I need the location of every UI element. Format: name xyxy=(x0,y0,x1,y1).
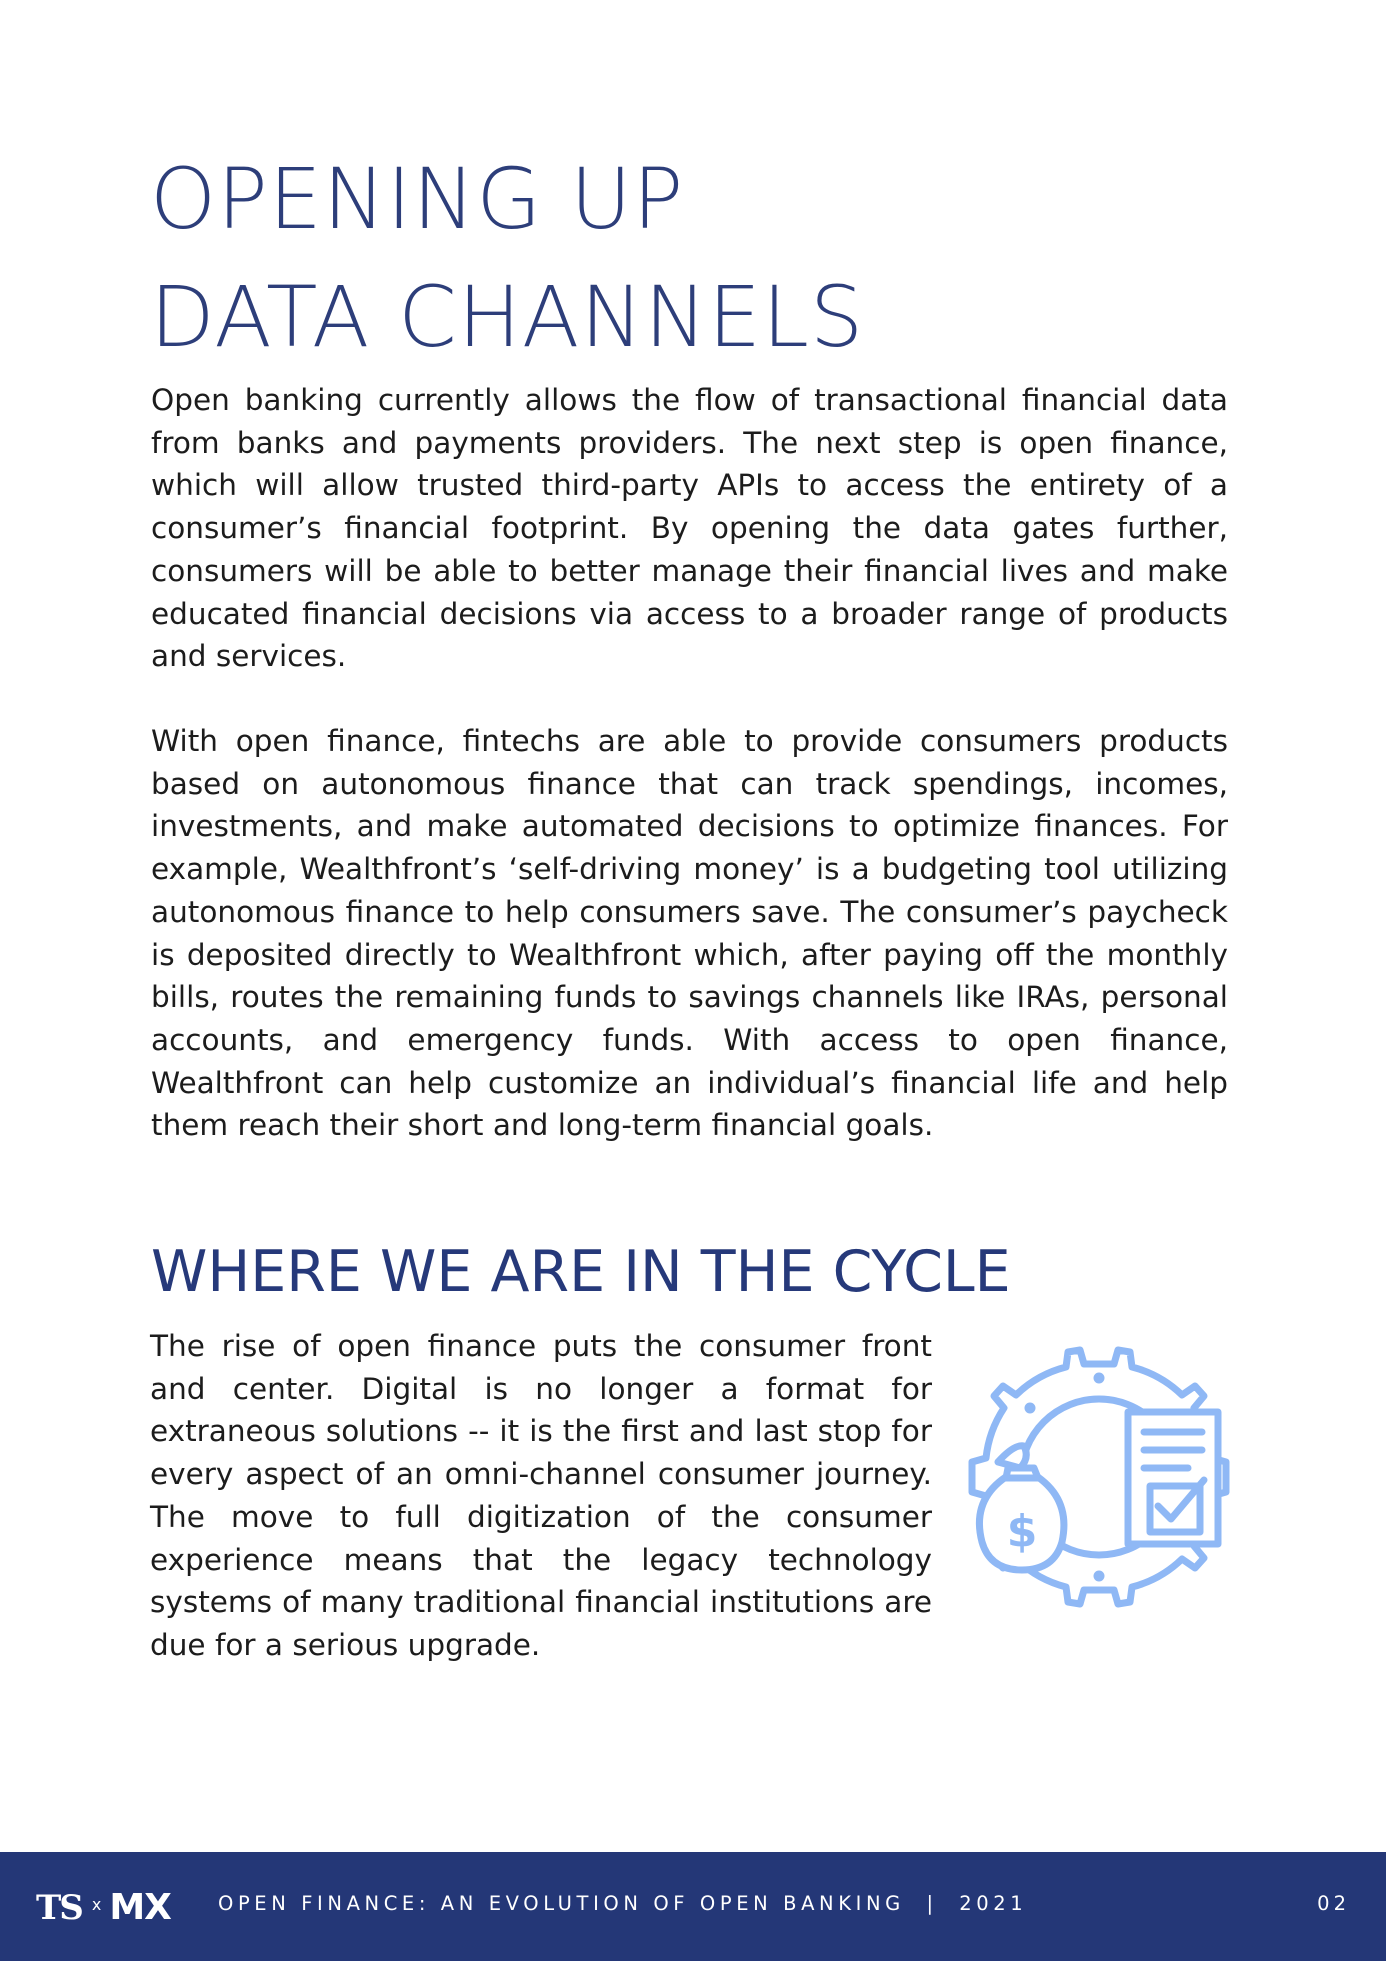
money-bag-gear-checklist-icon xyxy=(968,1346,1230,1608)
ts-x-mx-logo xyxy=(36,1888,171,1928)
page-title xyxy=(150,140,864,376)
page-title-line-2: DATA CHANNELS xyxy=(150,268,865,366)
footer-title: OPEN FINANCE: AN EVOLUTION OF OPEN BANKING | 2021 xyxy=(218,1892,1028,1915)
open-finance-paragraph: With open finance, fintechs are able to provide consumers products based on autonomous finance that can track spendings, incomes, investments, and make automated decisions to optimize finances. For example, Wealthfront’s ‘self-driving money’ is a budgeting tool utilizing autonomous finance to help consumers save. The consumer’s paycheck is deposited directly to Wealthfront which, after paying off the monthly bills, routes the remaining funds to savings channels like IRAs, personal accounts, and emergency funds. With access to open finance, Wealthfront can help customize an individual’s financial life and help them reach their short and long-term financial goals. xyxy=(151,724,1228,1143)
logo-x-text: x xyxy=(91,1895,102,1914)
logo-ts-text: TS xyxy=(36,1888,82,1928)
page-number: 02 xyxy=(1317,1892,1350,1915)
cycle-paragraph: The rise of open finance puts the consumer front and center. Digital is no longer a format for extraneous solutions -- it is the first and last stop for every aspect of an omni-channel consumer journey. The move to full digitization of the consumer experience means that the legacy technology systems of many traditional financial institutions are due for a serious upgrade. xyxy=(150,1329,932,1662)
page-title-line-1: OPENING UP xyxy=(150,150,685,248)
logo-mx-text: MX xyxy=(109,1887,171,1928)
section-heading: WHERE WE ARE IN THE CYCLE xyxy=(151,1239,1011,1305)
intro-paragraph: Open banking currently allows the flow of transactional financial data from banks and payments providers. The next step is open finance, which will allow trusted third-party APIs to access the entirety of a consumer’s financial footprint. By opening the data gates further, consumers will be able to better manage their financial lives and make educated financial decisions via access to a broader range of products and services. xyxy=(151,383,1228,674)
footer-bar xyxy=(0,1852,1386,1961)
svg-text:$: $ xyxy=(1006,1506,1038,1557)
